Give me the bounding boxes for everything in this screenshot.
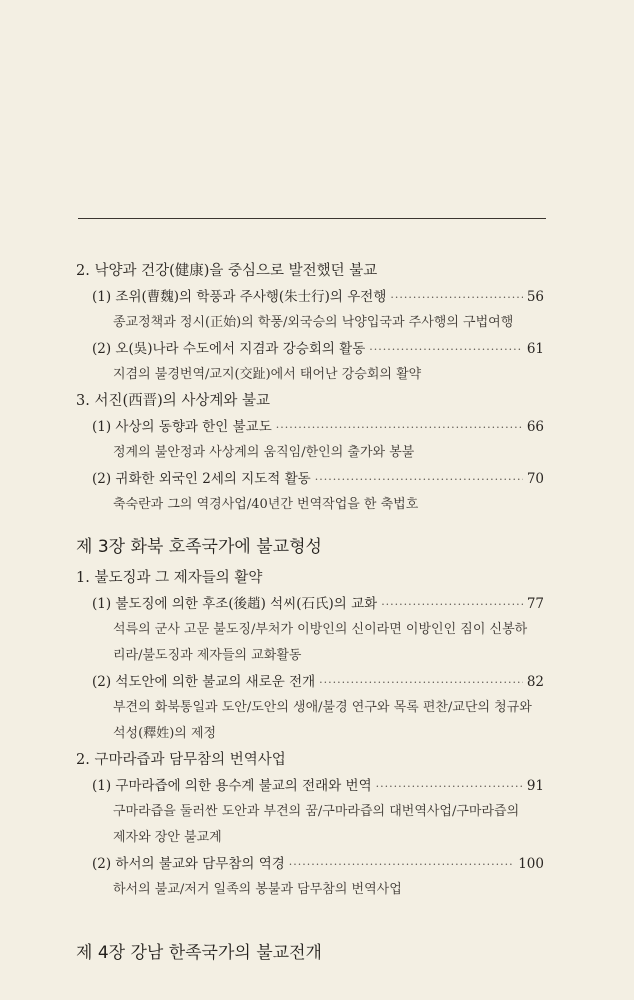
subsection-description: 리라/불도징과 제자들의 교화활동 xyxy=(113,648,302,663)
subsection-description: 구마라즙을 둘러싼 도안과 부견의 꿈/구마라즙의 대번역사업/구마라즙의 xyxy=(113,804,520,819)
subsection-title: (2) 귀화한 외국인 2세의 지도적 활동 xyxy=(92,471,311,487)
subsection-description: 축숙란과 그의 역경사업/40년간 번역작업을 한 축법호 xyxy=(113,497,419,512)
page-number: 66 xyxy=(526,419,544,435)
dot-leader xyxy=(315,467,523,493)
dot-leader xyxy=(289,852,514,878)
subsection-title: (1) 조위(曹魏)의 학풍과 주사행(朱士行)의 우전행 xyxy=(92,289,387,305)
subsection-title: (1) 불도징에 의한 후조(後趙) 석씨(石氏)의 교화 xyxy=(92,596,378,612)
subsection-description: 종교정책과 정시(正始)의 학풍/외국승의 낙양입국과 주사행의 구법여행 xyxy=(113,315,514,330)
subsection-description: 석성(釋姓)의 제정 xyxy=(113,726,217,741)
dot-leader xyxy=(369,337,523,363)
subsection-description: 지겸의 불경번역/교지(交趾)에서 태어난 강승회의 활약 xyxy=(113,367,422,382)
subsection-title: (1) 구마라즙에 의한 용수계 불교의 전래와 번역 xyxy=(92,778,372,794)
page-number: 77 xyxy=(526,596,544,612)
subsection-title: (2) 하서의 불교와 담무참의 역경 xyxy=(92,856,285,872)
chapter-heading: 제 3장 화북 호족국가에 불교형성 xyxy=(76,537,322,557)
page-number: 70 xyxy=(526,471,544,487)
dot-leader xyxy=(381,592,523,618)
subsection-entry xyxy=(92,336,544,362)
subsection-entry xyxy=(92,851,544,877)
page-number: 61 xyxy=(526,341,544,357)
dot-leader xyxy=(319,670,523,696)
subsection-entry xyxy=(92,773,544,799)
subsection-description: 석륵의 군사 고문 불도징/부처가 이방인의 신이라면 이방인인 짐이 신봉하 xyxy=(113,622,528,637)
subsection-entry xyxy=(92,414,544,440)
subsection-entry xyxy=(92,669,544,695)
section-heading: 1. 불도징과 그 제자들의 활약 xyxy=(76,570,263,586)
section-heading: 2. 낙양과 건강(健康)을 중심으로 발전했던 불교 xyxy=(76,263,378,279)
chapter-heading: 제 4장 강남 한족국가의 불교전개 xyxy=(76,943,322,963)
subsection-title: (2) 석도안에 의한 불교의 새로운 전개 xyxy=(92,674,316,690)
page-number: 82 xyxy=(526,674,544,690)
page-number: 56 xyxy=(526,289,544,305)
dot-leader xyxy=(390,285,522,311)
dot-leader xyxy=(376,774,523,800)
dot-leader xyxy=(276,415,523,441)
divider-rule xyxy=(78,218,546,219)
subsection-title: (2) 오(吳)나라 수도에서 지겸과 강승회의 활동 xyxy=(92,341,366,357)
subsection-entry xyxy=(92,591,544,617)
subsection-description: 하서의 불교/저거 일족의 봉불과 담무참의 번역사업 xyxy=(113,882,402,897)
page-number: 100 xyxy=(518,856,544,872)
subsection-description: 정계의 불안정과 사상계의 움직임/한인의 출가와 봉불 xyxy=(113,445,415,460)
subsection-description: 부견의 화북통일과 도안/도안의 생애/불경 연구와 목록 편찬/교단의 청규와 xyxy=(113,700,532,715)
subsection-entry xyxy=(92,284,544,310)
section-heading: 2. 구마라즙과 담무참의 번역사업 xyxy=(76,752,286,768)
subsection-description: 제자와 장안 불교계 xyxy=(113,830,222,845)
subsection-title: (1) 사상의 동향과 한인 불교도 xyxy=(92,419,272,435)
subsection-entry xyxy=(92,466,544,492)
section-heading: 3. 서진(西晋)의 사상계와 불교 xyxy=(76,393,271,409)
page-number: 91 xyxy=(526,778,544,794)
